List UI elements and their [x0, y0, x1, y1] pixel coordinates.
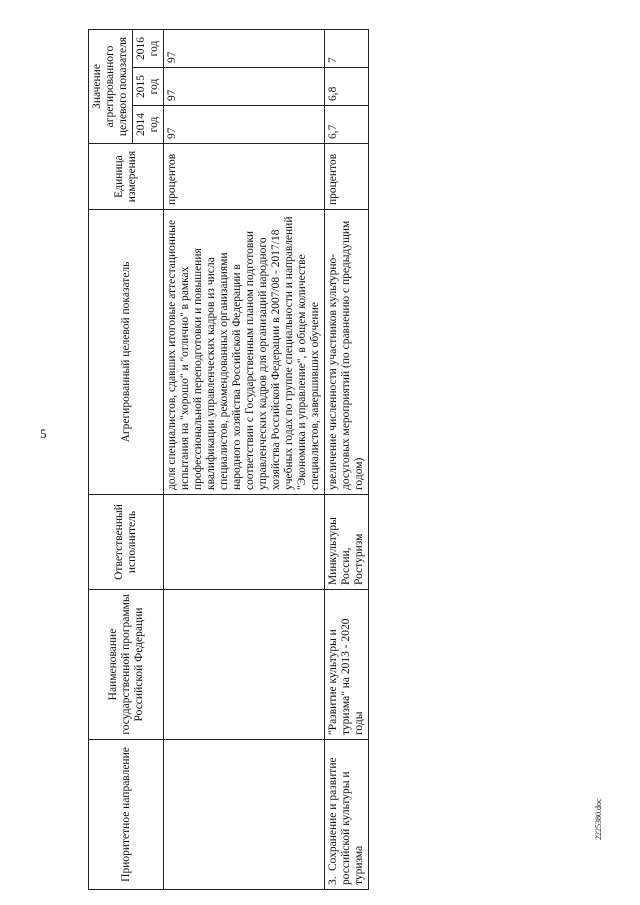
header-year: 2015 год [133, 68, 164, 106]
indicators-table [88, 29, 369, 890]
header-row [89, 30, 133, 890]
cell-unit: процентов [164, 144, 325, 210]
cell-value-2015: 97 [164, 68, 325, 106]
header-indicator: Агрегированный целевой показатель [89, 210, 164, 495]
cell-program [164, 590, 325, 740]
table-row [164, 30, 325, 890]
cell-program: "Развитие культуры и туризма" на 2013 - 2020 годы [325, 590, 369, 740]
page-number: 5 [40, 426, 47, 441]
header-value-group: Значение агрегированного целевого показателя [89, 30, 133, 144]
cell-priority [164, 740, 325, 890]
header-executor: Ответственный исполнитель [89, 495, 164, 590]
cell-indicator: увеличение численности участников культурно-досуговых мероприятий (по сравнению с предыдущим годом) [325, 210, 369, 495]
cell-executor: Минкультуры России, Ростуризм [325, 495, 369, 590]
table-row [325, 30, 369, 890]
cell-priority [325, 740, 369, 890]
cell-executor [164, 495, 325, 590]
cell-value-2014: 97 [164, 106, 325, 144]
header-year: 2014 год [133, 106, 164, 144]
row-number: 3. [327, 876, 339, 885]
cell-unit: процентов [325, 144, 369, 210]
header-year: 2016 год [133, 30, 164, 68]
cell-value-2014: 6,7 [325, 106, 369, 144]
header-priority: Приоритетное направление [89, 740, 164, 890]
rotated-table-container [88, 30, 636, 890]
cell-indicator: доля специалистов, сдавших итоговые аттестационные испытания на "хорошо" и "отлично" в рамках профессиональной переподготовки и повышения квалификации управленческих кадров из числа специалистов, рекомендованных организациями народного хозяйства Российской Федерации в соответствии с Государственным планом подготовки управленческих кадров для организаций народного хозяйства Российской Федерации в 2007/08 - 2017/18 учебных годах по группе специальности и направлений "Экономика и управление", в общем количестве специалистов, завершивших обучение [164, 210, 325, 495]
cell-value-2015: 6,8 [325, 68, 369, 106]
header-unit: Единица измерения [89, 144, 164, 210]
header-program: Наименование государственной программы Российской Федерации [89, 590, 164, 740]
cell-value-2016: 97 [164, 30, 325, 68]
document-id-text: 2225380.doc [594, 798, 603, 840]
cell-value-2016: 7 [325, 30, 369, 68]
priority-text: Сохранение и развитие российской культуры и туризма [327, 757, 365, 885]
